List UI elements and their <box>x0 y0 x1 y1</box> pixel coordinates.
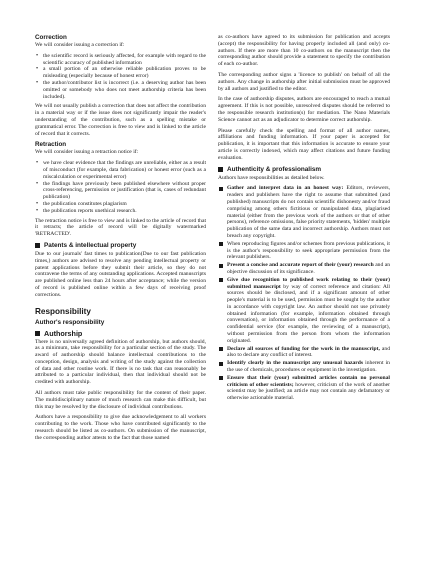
square-bullet-icon <box>35 243 40 248</box>
names-check-paragraph: Please carefully check the spelling and format of all author names, affiliations and funding information. If your paper is accepted for publication, it is important that this information is accurate to ensure your article is correctly indexed, which may affect citations and future funding evaluation. <box>218 127 390 161</box>
correction-paragraph: We will not usually publish a correction that does not affect the contribution in a material way or if the issue does not significantly impair the reader's understanding of the contribution, such as a spelling mistake or grammatical error. The correction is free to view and is linked to the article of record that it corrects. <box>35 103 206 137</box>
coauthors-paragraph: as co-authors have agreed to its submission for publication and accepts (accept) the responsibility for having properly included all (and only) co-authors. If there are more than 10 co-authors on the manuscript then the corresponding author should provide a statement to specify the contribution of each co-author. <box>218 34 390 68</box>
left-column <box>35 34 206 446</box>
square-bullet-icon <box>35 331 40 336</box>
authenticity-heading <box>218 166 390 174</box>
list-item <box>218 360 390 374</box>
item-text: Editors, reviewers, readers and publishers have the right to assume that submitted (and published) manuscripts do not contain scientific dishonesty and/or fraud comprising among others fictitious or manipulated data, plagiarised material (either from the previous work of the authors or that of other persons), reference omissions, false priority statements, 'hidden' multiple publication of the same data and incorrect authorship. Authors must not breach any copyright. <box>227 185 390 239</box>
authorship-paragraph-3: Authors have a responsibility to give due acknowledgement to all workers contributing to the work. Those who have contributed significantly to the research should be listed as co-authors. On submission of the manuscript, the corresponding author attests to the fact that those named <box>35 414 206 441</box>
item-text: When reproducing figures and/or schemes from previous publications, it is the author's responsibility to seek appropriate permission from the relevant publishers. <box>227 240 390 261</box>
item-lead: Give due recognition to published work relating to their (your) submitted manuscript <box>227 276 390 290</box>
item-lead: Declare all sources of funding for the work in the manuscript, <box>227 345 380 352</box>
item-text: and also to declare any conflict of interest. <box>227 345 390 359</box>
list-item: • the author/contributor list is incorrect (i.e. a deserving author has been omitted or somebody who does not meet authorship criteria has been included). <box>35 80 206 100</box>
retraction-heading: Retraction <box>35 141 67 149</box>
list-item <box>218 262 390 276</box>
list-item <box>218 375 390 402</box>
list-item: • the findings have previously been published elsewhere without proper cross-referencing, permission or justification (that is, cases of redundant publication) <box>35 181 206 201</box>
responsibility-list <box>218 185 390 402</box>
item-text: inherent in the use of chemicals, procedures or equipment in the investigation. <box>227 360 390 374</box>
list-item: • the publication constitutes plagiarism <box>35 201 206 208</box>
square-bullet-icon <box>218 167 223 172</box>
authenticity-heading-text: Authenticity & professionalism <box>227 165 322 173</box>
item-lead: Present a concise and accurate report of their (your) research <box>227 262 374 269</box>
list-item <box>218 241 390 261</box>
patents-paragraph: Due to our journals' fast times to publication(Due to our fast publication times,) authors are advised to resolve any pending intellectual property or patent applications before they submit their article, so they do not contravene the terms of any outstanding applications. Accepted manuscripts are published online less than 24 hours after acceptance; while the version of record is published online within a few days of receiving proof corrections. <box>35 250 206 298</box>
right-column <box>218 34 390 405</box>
list-item: • we have clear evidence that the findings are unreliable, either as a result of misconduct (for example, data fabrication) or honest error (such as a miscalculation or experimental error) <box>35 160 206 180</box>
item-text: by way of correct reference and citation: All sources should be disclosed, and if a significant amount of other people's material is to be used, permission must be sought by the author in accordance with copyright law. An author should not use privately obtained information (for example, information obtained through conversation), or information obtained through the performance of a confidential service (for example, the reviewing of a manuscript), without permission from the person from whom the information originated. <box>227 283 390 344</box>
item-lead: Ensure that their (your) submitted articles contain no personal criticism of other scientists; <box>227 374 390 388</box>
patents-heading <box>35 242 206 250</box>
item-text: and an objective discussion of its significance. <box>227 262 391 275</box>
list-item: • the publication reports unethical research. <box>35 208 206 215</box>
correction-list <box>35 53 206 101</box>
authorship-heading-text: Authorship <box>44 328 83 338</box>
list-item: • a small portion of an otherwise reliable publication proves to be misleading (especially because of honest error) <box>35 66 206 80</box>
item-text: however, criticism of the work of another scientist may be justified; an article may not contain any defamatory or otherwise actionable material. <box>227 381 390 402</box>
retraction-intro: We will consider issuing a retraction notice if: <box>35 149 139 156</box>
responsibility-heading: Responsibility <box>35 306 91 316</box>
patents-heading-text: Patents & intellectual property <box>44 241 137 249</box>
authenticity-intro: Authors have responsibilities as detailed below. <box>218 174 325 181</box>
authors-responsibility-heading: Author's responsibility <box>35 318 105 326</box>
authorship-paragraph-2: All authors must take public responsibility for the content of their paper. The multidisciplinary nature of much research can make this difficult, but this may be resolved by the disclosure of individual contributions. <box>35 390 206 410</box>
correction-intro: We will consider issuing a correction if: <box>35 42 125 48</box>
retraction-list <box>35 160 206 214</box>
authorship-heading <box>35 329 206 338</box>
item-lead: Gather and interpret data in an honest way: <box>227 185 344 192</box>
authorship-paragraph-1: There is no universally agreed definition of authorship, but authors should, as a minimum, take responsibility for a particular section of the study. The award of authorship should balance intellectual contributions to the conception, design, analysis and writing of the study against the collection of data and other routine work. If there is no task that can reasonably be attributed to a particular individual, then that individual should not be credited with authorship. <box>35 338 206 386</box>
disputes-paragraph: In the case of authorship disputes, authors are encouraged to reach a mutual agreement. If this is not possible, unresolved disputes should be referred to the responsible research institution(s) for mediation. The Nano Materials Science cannot act as an adjudicator to determine correct authorship. <box>218 96 390 123</box>
list-item <box>218 277 390 345</box>
correction-heading: Correction <box>35 34 67 41</box>
list-item <box>218 185 390 239</box>
list-item <box>218 346 390 360</box>
item-lead: Identify clearly in the manuscript any unusual hazards <box>227 360 364 367</box>
retraction-paragraph: The retraction notice is free to view and is linked to the article of record that it retracts; the article of record will be digitally watermarked 'RETRACTED'. <box>35 217 206 238</box>
licence-paragraph: The corresponding author signs a 'licence to publish' on behalf of all the authors. Any change in authorship after initial submission must be approved by all authors and justified to the editor. <box>218 71 390 92</box>
list-item: • the scientific record is seriously affected, for example with regard to the scientific accuracy of published information <box>35 53 206 67</box>
